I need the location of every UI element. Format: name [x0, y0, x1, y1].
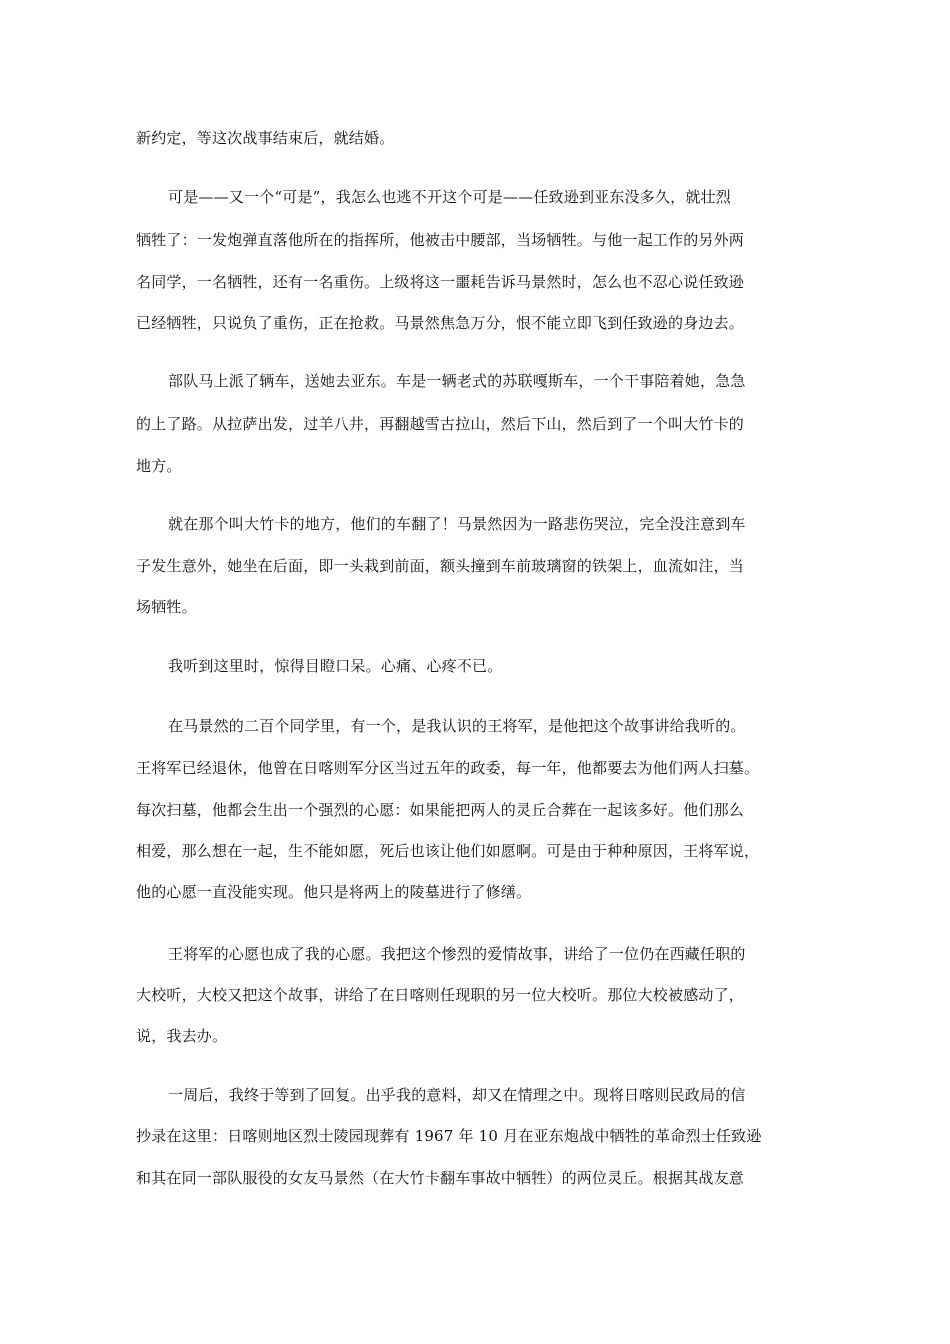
paragraph-line: 和其在同一部队服役的女友马景然（在大竹卡翻车事故中牺牲）的两位灵丘。根据其战友意: [136, 1169, 745, 1187]
paragraph-line: 说，我去办。: [136, 1027, 228, 1045]
paragraph-line: 地方。: [136, 457, 182, 475]
paragraph-line: 名同学，一名牺牲，还有一名重伤。上级将这一噩耗告诉马景然时，怎么也不忍心说任致逊: [136, 273, 745, 291]
paragraph-line: 他的心愿一直没能实现。他只是将两上的陵墓进行了修缮。: [136, 883, 532, 901]
paragraph-line: 牺牲了：一发炮弹直落他所在的指挥所，他被击中腰部，当场牺牲。与他一起工作的另外两: [136, 231, 745, 249]
paragraph-line: 抄录在这里：日喀则地区烈士陵园现葬有 1967 年 10 月在亚东炮战中牺牲的革命烈士任致逊: [136, 1127, 762, 1145]
paragraph-line: 相爱，那么想在一起，生不能如愿，死后也该让他们如愿啊。可是由于种种原因，王将军说，: [136, 842, 760, 860]
paragraph-line: 已经牺牲，只说负了重伤，正在抢救。马景然焦急万分，恨不能立即飞到任致逊的身边去。: [136, 314, 745, 332]
paragraph-line: 我听到这里时，惊得目瞪口呆。心痛、心疼不已。: [168, 657, 503, 675]
paragraph-line: 可是——又一个“可是”，我怎么也逃不开这个可是——任致逊到亚东没多久，就壮烈: [168, 188, 731, 206]
paragraph-line: 的上了路。从拉萨出发，过羊八井，再翻越雪古拉山，然后下山，然后到了一个叫大竹卡的: [136, 415, 745, 433]
paragraph-line: 就在那个叫大竹卡的地方，他们的车翻了！马景然因为一路悲伤哭泣，完全没注意到车: [168, 515, 746, 533]
paragraph-line: 大校听，大校又把这个故事，讲给了在日喀则任现职的另一位大校听。那位大校被感动了，: [136, 986, 745, 1004]
paragraph-line: 新约定，等这次战事结束后，就结婚。: [136, 129, 395, 147]
paragraph-line: 在马景然的二百个同学里，有一个，是我认识的王将军，是他把这个故事讲给我听的。: [168, 717, 746, 735]
paragraph-line: 场牺牲。: [136, 598, 197, 616]
paragraph-line: 子发生意外，她坐在后面，即一头栽到前面，额头撞到车前玻璃窗的铁架上，血流如注，当: [136, 557, 745, 575]
paragraph-line: 一周后，我终于等到了回复。出乎我的意料，却又在情理之中。现将日喀则民政局的信: [168, 1086, 746, 1104]
paragraph-line: 王将军的心愿也成了我的心愿。我把这个惨烈的爱情故事，讲给了一位仍在西藏任职的: [168, 945, 746, 963]
paragraph-line: 部队马上派了辆车，送她去亚东。车是一辆老式的苏联嘎斯车，一个干事陪着她，急急: [168, 372, 746, 390]
paragraph-line: 每次扫墓，他都会生出一个强烈的心愿：如果能把两人的灵丘合葬在一起该多好。他们那么: [136, 801, 745, 819]
paragraph-line: 王将军已经退休，他曾在日喀则军分区当过五年的政委，每一年，他都要去为他们两人扫墓。: [136, 759, 760, 777]
